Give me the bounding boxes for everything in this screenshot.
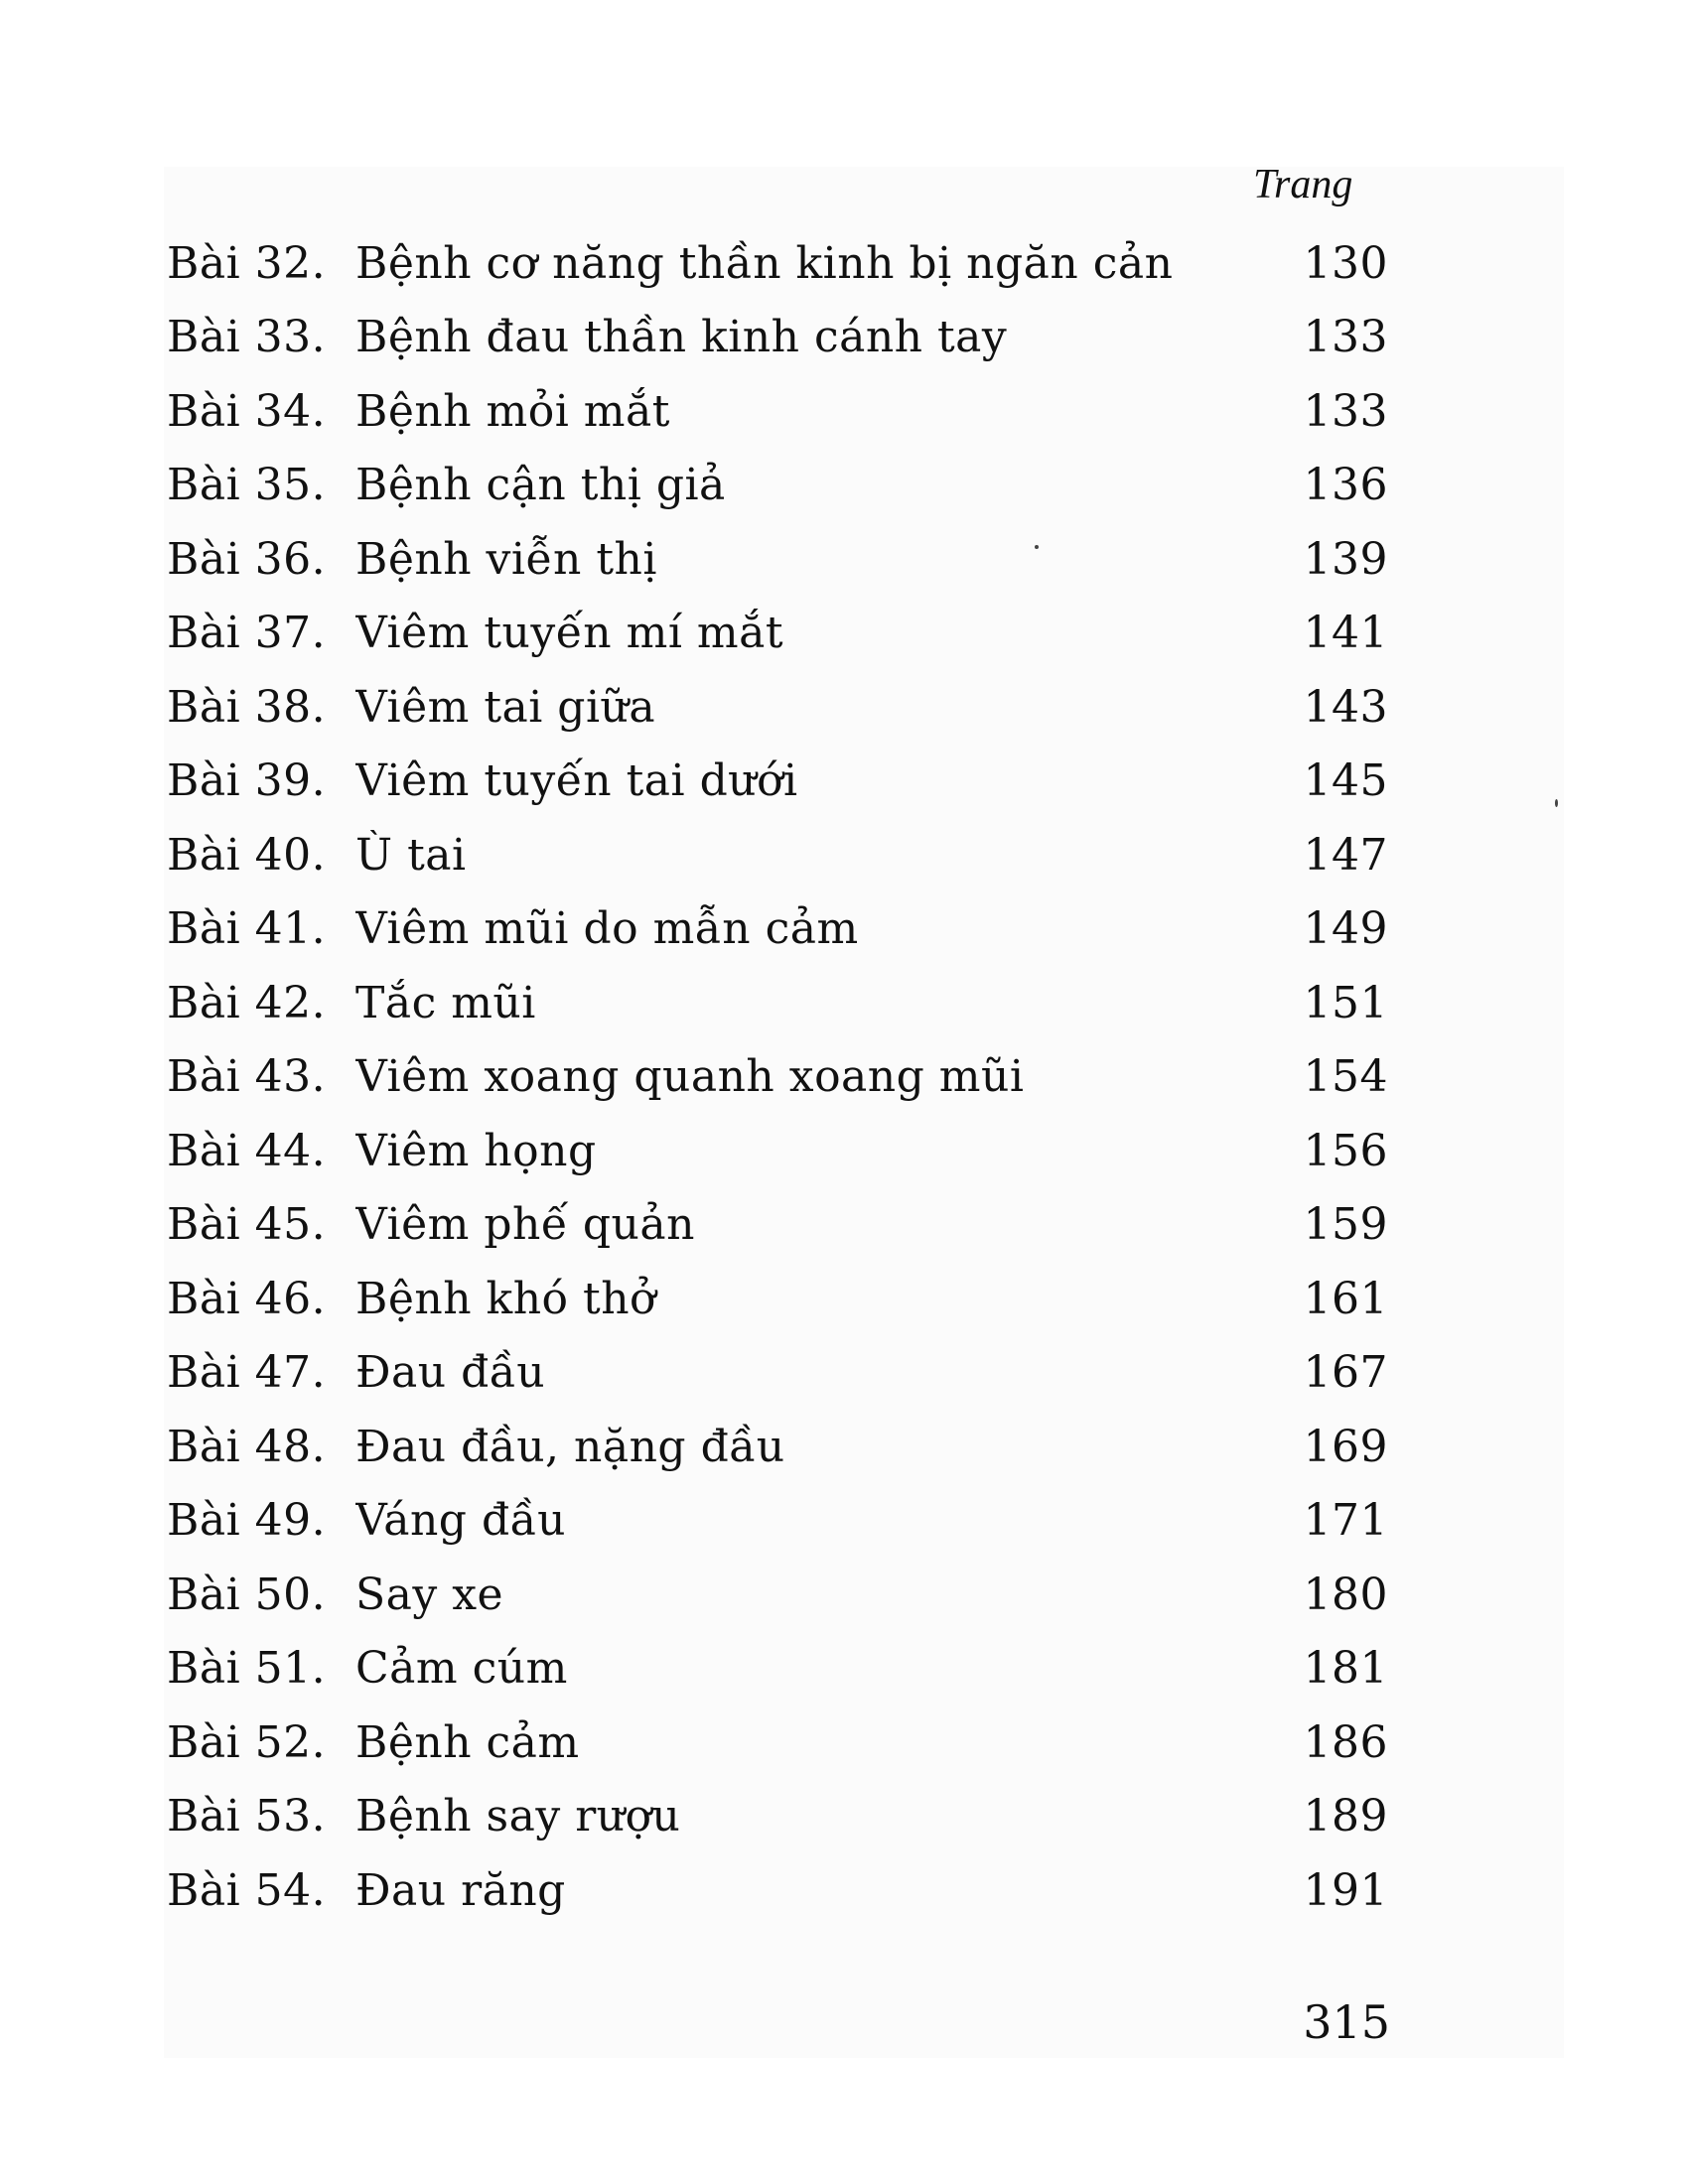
entry-page-number: 156 [1303, 1125, 1388, 1176]
entry-title: Bệnh cận thị giả [355, 460, 726, 511]
toc-entry [167, 1336, 1388, 1411]
toc-entry [167, 1188, 1388, 1263]
toc-entry [167, 818, 1388, 892]
table-of-contents [167, 226, 1388, 1928]
entry-number: Bài 41. [167, 903, 327, 955]
entry-title: Đau đầu [355, 1347, 546, 1399]
entry-number: Bài 50. [167, 1569, 327, 1620]
entry-title: Viêm họng [355, 1125, 597, 1176]
toc-entry [167, 522, 1388, 597]
entry-number: Bài 44. [167, 1125, 327, 1176]
toc-entry [167, 1262, 1388, 1336]
entry-title: Cảm cúm [355, 1643, 568, 1695]
entry-title: Đau đầu, nặng đầu [355, 1421, 785, 1472]
entry-number: Bài 39. [167, 755, 327, 807]
entry-number: Bài 33. [167, 312, 327, 363]
scan-speck [1035, 545, 1039, 549]
entry-page-number: 145 [1303, 755, 1388, 807]
entry-page-number: 141 [1303, 608, 1388, 659]
entry-page-number: 143 [1303, 681, 1388, 733]
entry-page-number: 171 [1303, 1495, 1388, 1547]
toc-entry [167, 1040, 1388, 1115]
scan-speck [1555, 799, 1558, 807]
entry-number: Bài 37. [167, 608, 327, 659]
entry-number: Bài 34. [167, 385, 327, 437]
toc-entry [167, 1632, 1388, 1706]
toc-entry [167, 1558, 1388, 1632]
entry-title: Tắc mũi [355, 977, 536, 1028]
toc-entry [167, 597, 1388, 671]
entry-number: Bài 52. [167, 1716, 327, 1768]
entry-number: Bài 49. [167, 1495, 327, 1547]
toc-entry [167, 745, 1388, 819]
toc-entry [167, 1114, 1388, 1188]
toc-entry [167, 374, 1388, 449]
entry-page-number: 181 [1303, 1643, 1388, 1695]
entry-number: Bài 51. [167, 1643, 327, 1695]
entry-page-number: 139 [1303, 533, 1388, 585]
entry-title: Viêm mũi do mẫn cảm [355, 903, 859, 955]
entry-page-number: 161 [1303, 1273, 1388, 1324]
entry-page-number: 149 [1303, 903, 1388, 955]
entry-page-number: 180 [1303, 1569, 1388, 1620]
entry-number: Bài 48. [167, 1421, 327, 1472]
entry-number: Bài 38. [167, 681, 327, 733]
entry-number: Bài 42. [167, 977, 327, 1028]
entry-page-number: 167 [1303, 1347, 1388, 1399]
entry-title: Say xe [355, 1569, 504, 1620]
entry-title: Viêm tai giữa [355, 681, 656, 733]
entry-page-number: 147 [1303, 829, 1388, 881]
entry-number: Bài 47. [167, 1347, 327, 1399]
entry-number: Bài 46. [167, 1273, 327, 1324]
entry-title: Bệnh mỏi mắt [355, 385, 670, 437]
toc-entry [167, 1706, 1388, 1780]
entry-page-number: 186 [1303, 1716, 1388, 1768]
entry-number: Bài 36. [167, 533, 327, 585]
entry-number: Bài 40. [167, 829, 327, 881]
entry-number: Bài 45. [167, 1199, 327, 1251]
entry-title: Bệnh đau thần kinh cánh tay [355, 312, 1008, 363]
entry-title: Váng đầu [355, 1495, 566, 1547]
entry-number: Bài 43. [167, 1051, 327, 1103]
entry-page-number: 130 [1303, 237, 1388, 289]
entry-title: Bệnh cảm [355, 1716, 580, 1768]
entry-number: Bài 35. [167, 460, 327, 511]
entry-title: Ù tai [355, 829, 467, 881]
entry-title: Đau răng [355, 1864, 566, 1916]
toc-entry [167, 226, 1388, 301]
entry-page-number: 133 [1303, 312, 1388, 363]
toc-entry [167, 449, 1388, 523]
entry-title: Viêm phế quản [355, 1199, 695, 1251]
entry-page-number: 189 [1303, 1791, 1388, 1843]
entry-title: Bệnh khó thở [355, 1273, 657, 1324]
toc-entry [167, 301, 1388, 375]
entry-number: Bài 53. [167, 1791, 327, 1843]
entry-title: Bệnh say rượu [355, 1791, 681, 1843]
entry-number: Bài 54. [167, 1864, 327, 1916]
page-column-header: Trang [1253, 162, 1353, 207]
toc-entry [167, 1780, 1388, 1854]
entry-page-number: 159 [1303, 1199, 1388, 1251]
toc-entry [167, 966, 1388, 1040]
entry-number: Bài 32. [167, 237, 327, 289]
toc-entry [167, 1853, 1388, 1928]
entry-title: Viêm tuyến tai dưới [355, 755, 798, 807]
entry-page-number: 133 [1303, 385, 1388, 437]
entry-page-number: 169 [1303, 1421, 1388, 1472]
entry-title: Viêm xoang quanh xoang mũi [355, 1051, 1025, 1103]
entry-title: Bệnh viễn thị [355, 533, 657, 585]
toc-entry [167, 670, 1388, 745]
entry-page-number: 136 [1303, 460, 1388, 511]
entry-page-number: 191 [1303, 1864, 1388, 1916]
entry-title: Viêm tuyến mí mắt [355, 608, 784, 659]
toc-entry [167, 892, 1388, 967]
entry-page-number: 154 [1303, 1051, 1388, 1103]
page-number: 315 [1303, 1995, 1390, 2049]
entry-title: Bệnh cơ năng thần kinh bị ngăn cản [355, 237, 1174, 289]
toc-entry [167, 1410, 1388, 1484]
toc-entry [167, 1484, 1388, 1559]
entry-page-number: 151 [1303, 977, 1388, 1028]
